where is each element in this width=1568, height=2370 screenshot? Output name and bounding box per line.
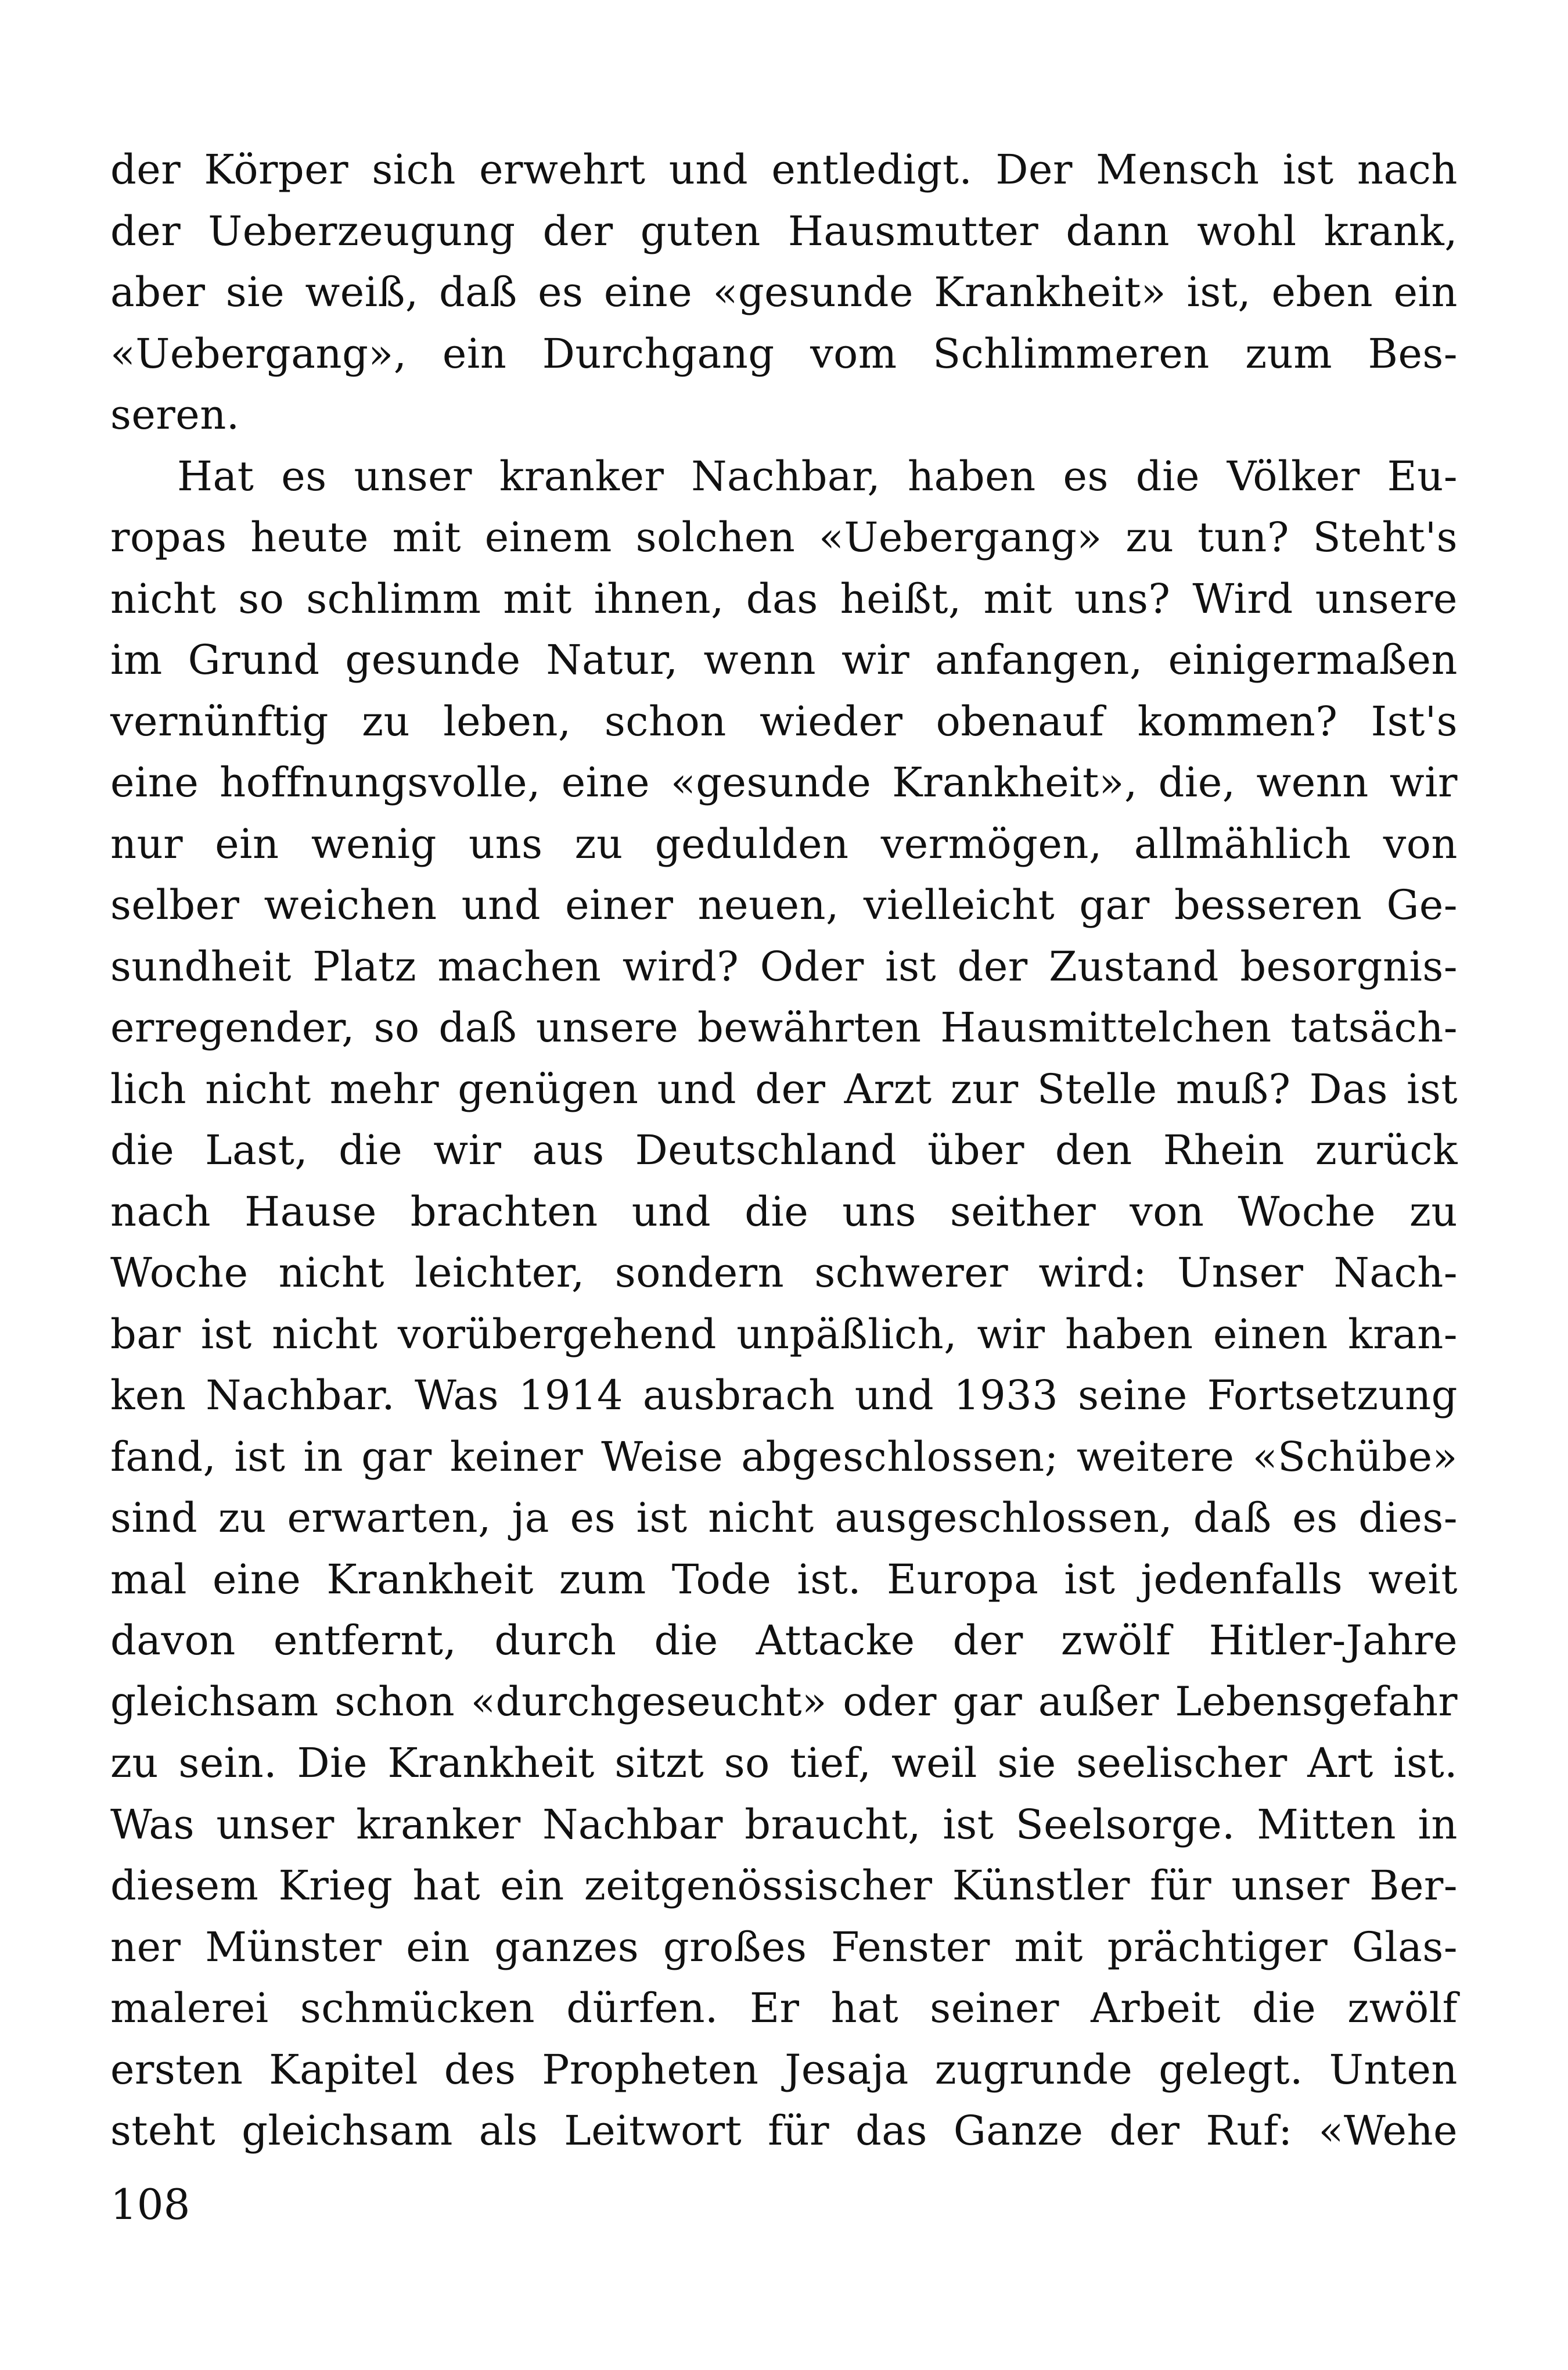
text-line: gleichsam schon «durchgeseucht» oder gar außer Lebensgefahr <box>110 1678 1458 1725</box>
text-line: im Grund gesunde Natur, wenn wir anfangen, einigermaßen <box>110 636 1458 684</box>
text-line: Was unser kranker Nachbar braucht, ist Seelsorge. Mitten in <box>110 1800 1458 1848</box>
text-line: Woche nicht leichter, sondern schwerer wird: Unser Nach- <box>110 1249 1458 1297</box>
text-line: ropas heute mit einem solchen «Uebergang» zu tun? Steht's <box>110 514 1458 561</box>
body-text <box>110 139 1458 2162</box>
text-line: «Uebergang», ein Durchgang vom Schlimmeren zum Bes- <box>110 329 1458 378</box>
text-line: ken Nachbar. Was 1914 ausbrach und 1933 seine Fortsetzung <box>110 1371 1458 1419</box>
text-line: lich nicht mehr genügen und der Arzt zur Stelle muß? Das ist <box>110 1065 1458 1113</box>
text-line: diesem Krieg hat ein zeitgenössischer Künstler für unser Ber- <box>110 1862 1458 1909</box>
text-line: steht gleichsam als Leitwort für das Ganze der Ruf: «Wehe <box>110 2107 1458 2154</box>
text-line: nur ein wenig uns zu gedulden vermögen, allmählich von <box>110 820 1458 868</box>
text-line: sundheit Platz machen wird? Oder ist der Zustand besorgnis- <box>110 942 1458 990</box>
text-line: zu sein. Die Krankheit sitzt so tief, weil sie seelischer Art ist. <box>110 1739 1458 1787</box>
text-line: ersten Kapitel des Propheten Jesaja zugrunde gelegt. Unten <box>110 2045 1458 2094</box>
text-line: nicht so schlimm mit ihnen, das heißt, mit uns? Wird unsere <box>110 574 1458 623</box>
text-line: sind zu erwarten, ja es ist nicht ausgeschlossen, daß es dies- <box>110 1494 1458 1542</box>
text-line: eine hoffnungsvolle, eine «gesunde Krankheit», die, wenn wir <box>110 759 1458 806</box>
text-line: selber weichen und einer neuen, vielleicht gar besseren Ge- <box>110 881 1458 929</box>
text-line: nach Hause brachten und die uns seither von Woche zu <box>110 1187 1458 1236</box>
text-line: davon entfernt, durch die Attacke der zwölf Hitler-Jahre <box>110 1617 1458 1664</box>
text-line: der Ueberzeugung der guten Hausmutter dann wohl krank, <box>110 207 1458 255</box>
text-line: seren. <box>110 391 240 439</box>
text-line: mal eine Krankheit zum Tode ist. Europa ist jedenfalls weit <box>110 1555 1458 1603</box>
text-line: der Körper sich erwehrt und entledigt. Der Mensch ist nach <box>110 146 1458 193</box>
page-number: 108 <box>110 2180 190 2229</box>
text-line: die Last, die wir aus Deutschland über den Rhein zurück <box>110 1126 1458 1174</box>
text-line: vernünftig zu leben, schon wieder obenauf kommen? Ist's <box>110 697 1458 745</box>
text-line: Hat es unser kranker Nachbar, haben es die Völker Eu- <box>177 452 1458 500</box>
text-line: ner Münster ein ganzes großes Fenster mit prächtiger Glas- <box>110 1923 1458 1971</box>
text-line: bar ist nicht vorübergehend unpäßlich, wir haben einen kran- <box>110 1310 1458 1358</box>
text-line: erregender, so daß unsere bewährten Hausmittelchen tatsäch- <box>110 1004 1458 1051</box>
text-line: aber sie weiß, daß es eine «gesunde Krankheit» ist, eben ein <box>110 268 1458 316</box>
text-line: malerei schmücken dürfen. Er hat seiner Arbeit die zwölf <box>110 1984 1458 2032</box>
text-line: fand, ist in gar keiner Weise abgeschlossen; weitere «Schübe» <box>110 1432 1458 1481</box>
